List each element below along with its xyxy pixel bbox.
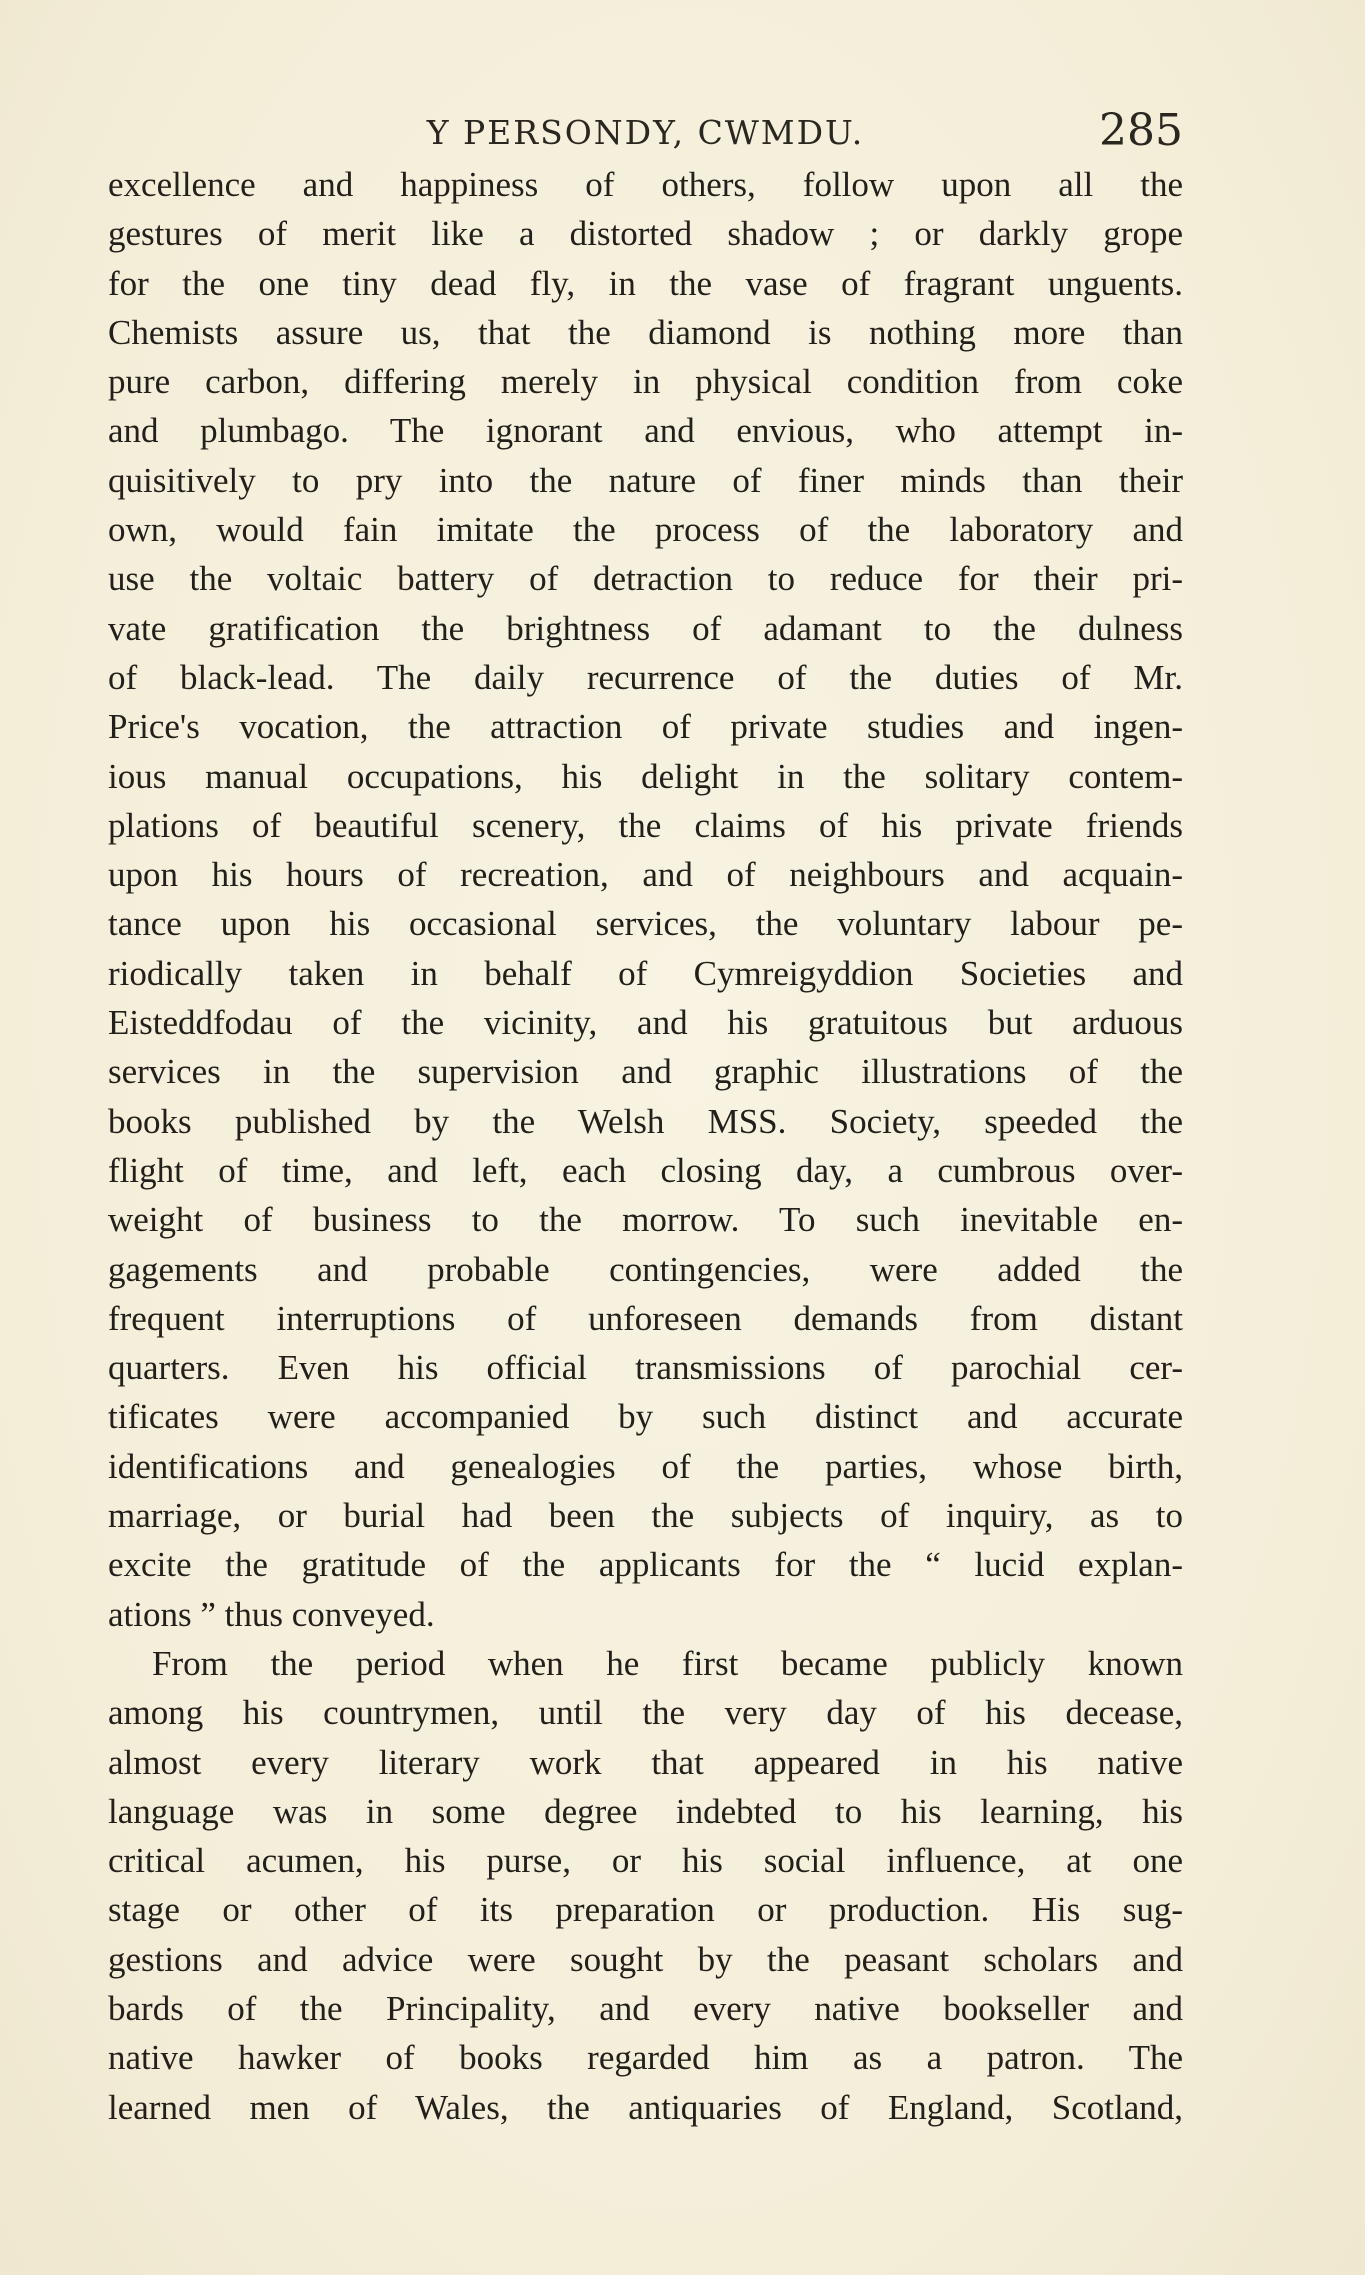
- paragraph: [108, 1639, 1183, 2132]
- text-line: riodically taken in behalf of Cymreigyddion Societies and: [108, 953, 1183, 993]
- text-line: identifications and genealogies of the parties, whose birth,: [108, 1446, 1183, 1486]
- text-line: critical acumen, his purse, or his social influence, at one: [108, 1841, 1183, 1881]
- text-line: pure carbon, differing merely in physical condition from coke: [108, 362, 1183, 402]
- paragraph: [108, 160, 1183, 1639]
- text-line: native hawker of books regarded him as a patron. The: [108, 2038, 1183, 2078]
- running-head: [108, 105, 1183, 165]
- text-line: of black-lead. The daily recurrence of the duties of Mr.: [108, 657, 1183, 697]
- running-title: Y PERSONDY, CWMDU.: [426, 113, 865, 152]
- text-line: for the one tiny dead fly, in the vase of fragrant unguents.: [108, 263, 1183, 303]
- text-line: among his countrymen, until the very day of his decease,: [108, 1693, 1183, 1733]
- page-number: 285: [1099, 105, 1183, 156]
- text-line: flight of time, and left, each closing day, a cumbrous over-: [108, 1150, 1183, 1190]
- text-line: excite the gratitude of the applicants for the “ lucid explan-: [108, 1545, 1183, 1585]
- text-line: quarters. Even his official transmissions of parochial cer-: [108, 1348, 1183, 1388]
- text-line: gestures of merit like a distorted shadow ; or darkly grope: [108, 214, 1183, 254]
- text-line: vate gratification the brightness of adamant to the dulness: [108, 608, 1183, 648]
- text-line: stage or other of its preparation or production. His sug-: [108, 1890, 1183, 1930]
- text-line: learned men of Wales, the antiquaries of England, Scotland,: [108, 2087, 1183, 2127]
- text-line: gestions and advice were sought by the peasant scholars and: [108, 1939, 1183, 1979]
- text-line: own, would fain imitate the process of the laboratory and: [108, 510, 1183, 550]
- text-line: plations of beautiful scenery, the claims of his private friends: [108, 805, 1183, 845]
- text-line: From the period when he first became publicly known: [152, 1643, 1183, 1683]
- text-line: ations ” thus conveyed.: [108, 1594, 435, 1634]
- text-line: Eisteddfodau of the vicinity, and his gratuitous but arduous: [108, 1003, 1183, 1043]
- text-line: tance upon his occasional services, the voluntary labour pe-: [108, 904, 1183, 944]
- text-line: weight of business to the morrow. To such inevitable en-: [108, 1200, 1183, 1240]
- text-line: excellence and happiness of others, follow upon all the: [108, 165, 1183, 204]
- text-line: tificates were accompanied by such distinct and accurate: [108, 1397, 1183, 1437]
- text-line: services in the supervision and graphic illustrations of the: [108, 1052, 1183, 1092]
- text-line: bards of the Principality, and every native bookseller and: [108, 1988, 1183, 2028]
- text-line: upon his hours of recreation, and of neighbours and acquain-: [108, 855, 1183, 895]
- text-line: Chemists assure us, that the diamond is nothing more than: [108, 312, 1183, 352]
- body-text: [108, 160, 1183, 2132]
- text-line: books published by the Welsh MSS. Society, speeded the: [108, 1101, 1183, 1141]
- text-line: quisitively to pry into the nature of finer minds than their: [108, 460, 1183, 500]
- text-line: ious manual occupations, his delight in the solitary contem-: [108, 756, 1183, 796]
- text-line: Price's vocation, the attraction of private studies and ingen-: [108, 707, 1183, 747]
- text-line: almost every literary work that appeared in his native: [108, 1742, 1183, 1782]
- text-line: use the voltaic battery of detraction to reduce for their pri-: [108, 559, 1183, 599]
- text-line: and plumbago. The ignorant and envious, who attempt in-: [108, 411, 1183, 451]
- text-line: gagements and probable contingencies, were added the: [108, 1249, 1183, 1289]
- text-line: frequent interruptions of unforeseen demands from distant: [108, 1298, 1183, 1338]
- text-line: language was in some degree indebted to his learning, his: [108, 1791, 1183, 1831]
- text-line: marriage, or burial had been the subjects of inquiry, as to: [108, 1496, 1183, 1536]
